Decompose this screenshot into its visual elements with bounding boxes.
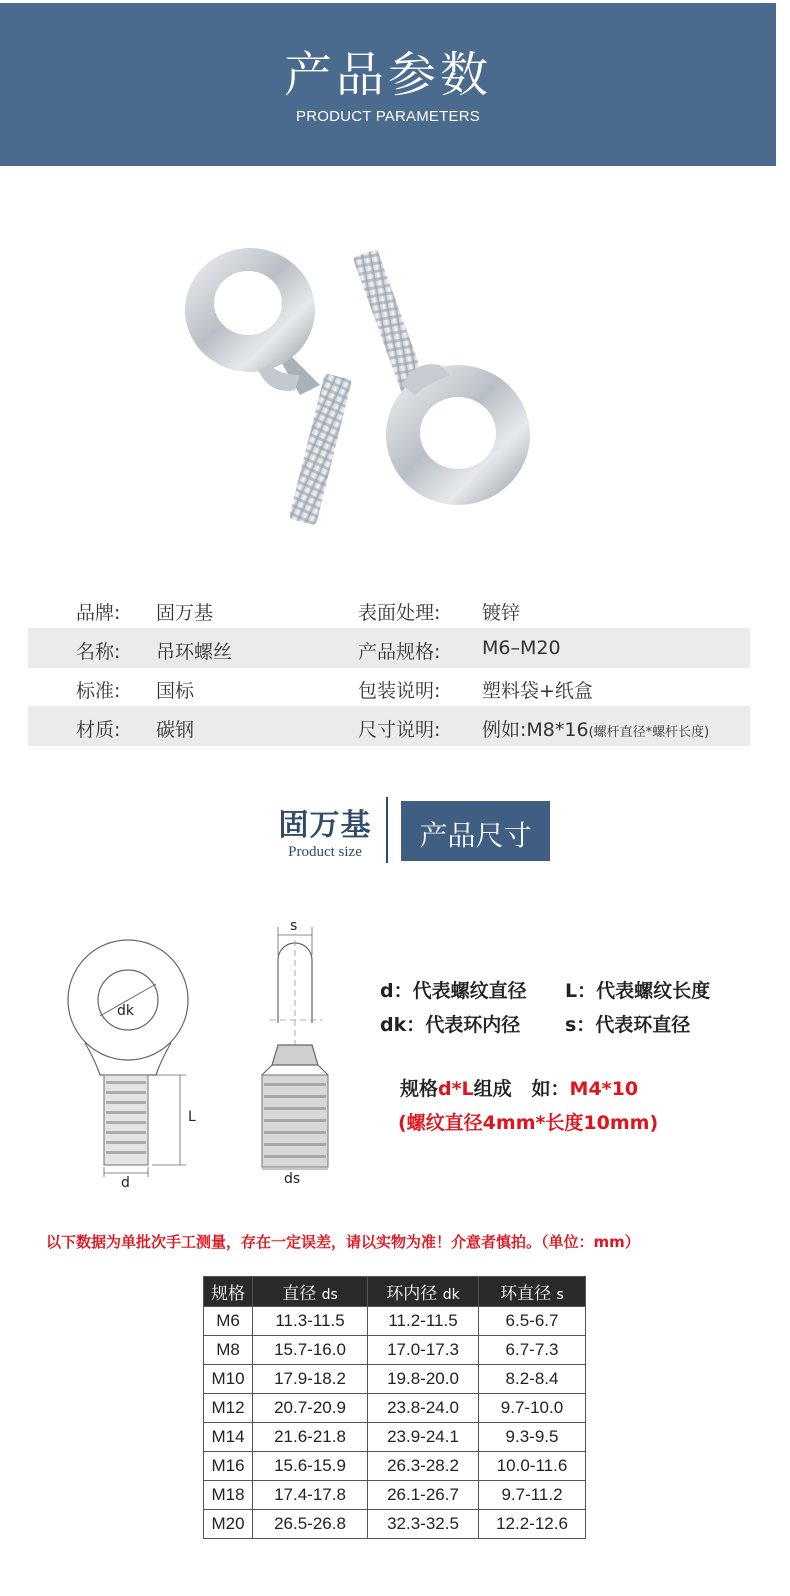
legend-example [400, 1074, 638, 1101]
param-label: 产品规格: [358, 641, 441, 663]
example-mid: 组成 如： [473, 1078, 570, 1100]
label-ds: ds [284, 1171, 301, 1187]
col-header: 环直径 s [479, 1277, 586, 1307]
col-header: 规格 [204, 1277, 253, 1307]
col-header: 环内径 dk [368, 1277, 479, 1307]
param-value: 镀锌 [482, 602, 521, 624]
table-row: M6 11.3-11.5 11.2-11.5 6.5-6.7 [204, 1307, 586, 1336]
param-label: 表面处理: [358, 602, 441, 624]
table-row: M14 21.6-21.8 23.9-24.1 9.3-9.5 [204, 1423, 586, 1452]
example-dL: d*L [438, 1078, 474, 1100]
brand-logo-subtitle: Product size [288, 844, 362, 860]
param-value: M6–M20 [482, 637, 561, 659]
legend-s: s：代表环直径 [565, 1014, 691, 1036]
table-header-row [204, 1277, 586, 1307]
legend-example-note: (螺纹直径4mm*长度10mm) [398, 1112, 659, 1134]
label-d: d [121, 1175, 130, 1191]
legend-d: d：代表螺纹直径 [380, 980, 527, 1002]
brand-logo: 固万基 [278, 808, 372, 843]
param-row-material [28, 706, 750, 746]
page-title: 产品参数 [283, 47, 492, 103]
label-dk: dk [117, 1003, 134, 1019]
param-value: 碳钢 [156, 719, 195, 741]
param-label: 尺寸说明: [358, 719, 441, 741]
param-value-main: 例如:M8*16 [482, 719, 589, 741]
param-label: 包装说明: [358, 680, 441, 702]
param-label: 材质: [76, 719, 121, 741]
param-row-standard [28, 667, 750, 707]
example-prefix: 规格 [400, 1078, 439, 1100]
param-row-brand [28, 589, 750, 629]
table-row: M20 26.5-26.8 32.3-32.5 12.2-12.6 [204, 1510, 586, 1539]
table-row: M8 15.7-16.0 17.0-17.3 6.7-7.3 [204, 1336, 586, 1365]
table-row: M16 15.6-15.9 26.3-28.2 10.0-11.6 [204, 1452, 586, 1481]
param-row-name [28, 628, 750, 668]
section-title: 产品尺寸 [419, 819, 532, 852]
label-s: s [290, 918, 298, 934]
col-header: 直径 ds [253, 1277, 368, 1307]
eye-bolt-right [353, 249, 530, 505]
table-row: M18 17.4-17.8 26.1-26.7 9.7-11.2 [204, 1481, 586, 1510]
dimension-drawings [60, 915, 360, 1195]
table-row: M12 20.7-20.9 23.8-24.0 9.7-10.0 [204, 1394, 586, 1423]
label-L: L [188, 1109, 196, 1125]
param-label: 名称: [76, 641, 121, 663]
param-value: 固万基 [156, 602, 214, 624]
measurement-note: 以下数据为单批次手工测量，存在一定误差，请以实物为准！介意者慎拍。（单位：mm） [46, 1233, 640, 1251]
divider [386, 797, 388, 863]
param-value [482, 715, 709, 742]
size-table [203, 1276, 586, 1539]
legend-L: L：代表螺纹长度 [565, 980, 711, 1002]
example-value: M4*10 [569, 1078, 639, 1100]
product-photo [170, 225, 550, 545]
legend-dk: dk：代表环内径 [380, 1014, 521, 1036]
param-value-note: (螺杆直径*螺杆长度) [588, 725, 710, 740]
param-value: 国标 [156, 680, 195, 702]
param-label: 品牌: [76, 602, 121, 624]
param-label: 标准: [76, 680, 121, 702]
param-value: 塑料袋+纸盒 [482, 680, 593, 702]
eye-bolt-left [185, 248, 352, 525]
param-value: 吊环螺丝 [156, 641, 233, 663]
table-row: M10 17.9-18.2 19.8-20.0 8.2-8.4 [204, 1365, 586, 1394]
page-subtitle: PRODUCT PARAMETERS [296, 108, 480, 125]
